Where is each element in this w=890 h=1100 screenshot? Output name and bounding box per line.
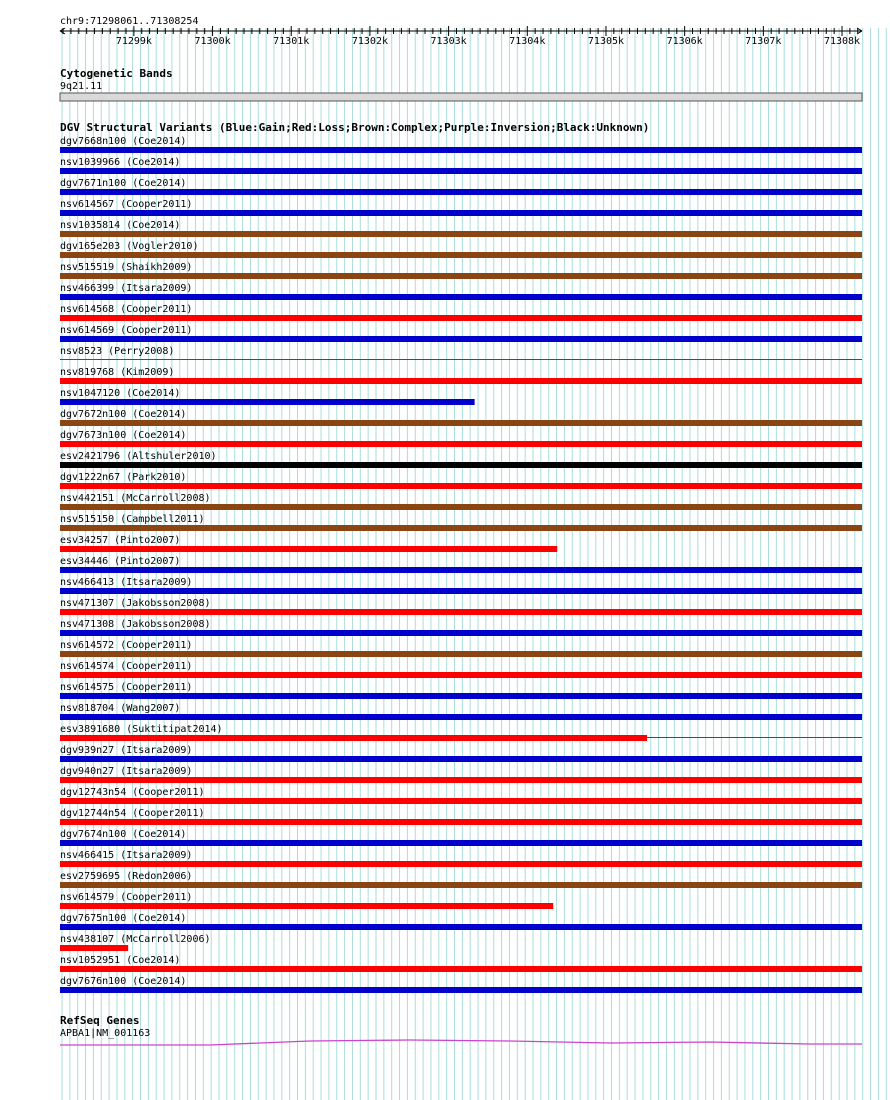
dgv-feature-bar[interactable] [60,882,862,888]
ruler-tick-label: 71308k [823,36,861,47]
dgv-feature-label[interactable]: dgv7668n100 (Coe2014) [60,136,187,147]
dgv-feature-label[interactable]: dgv7671n100 (Coe2014) [60,178,187,189]
refseq-gene-glyph[interactable] [60,1040,862,1045]
dgv-feature-label[interactable]: nsv614574 (Cooper2011) [60,661,193,672]
dgv-feature-label[interactable]: esv3891680 (Suktitipat2014) [60,724,223,735]
dgv-feature-bar[interactable] [60,987,862,993]
region-label: chr9:71298061..71308254 [60,16,199,27]
cytoband-bar[interactable] [60,93,862,101]
dgv-feature-label[interactable]: dgv165e203 (Vogler2010) [60,241,199,252]
dgv-feature-bar[interactable] [60,294,862,300]
dgv-feature-label[interactable]: nsv1047120 (Coe2014) [60,388,181,399]
dgv-track-title: DGV Structural Variants (Blue:Gain;Red:Loss;Brown:Complex;Purple:Inversion;Black:Unknown) [60,121,650,134]
dgv-feature-tail[interactable] [647,737,862,738]
cytoband-label: 9q21.11 [60,81,103,92]
dgv-feature-label[interactable]: esv2759695 (Redon2006) [60,871,193,882]
dgv-feature-list [60,136,862,993]
ruler-tick-label: 71300k [194,36,231,47]
dgv-feature-bar[interactable] [60,777,862,783]
dgv-feature-label[interactable]: dgv7676n100 (Coe2014) [60,976,187,987]
dgv-feature-bar[interactable] [60,483,862,489]
dgv-feature-label[interactable]: dgv12744n54 (Cooper2011) [60,808,205,819]
ruler-tick-label: 71301k [273,36,310,47]
dgv-feature-bar[interactable] [60,189,862,195]
dgv-feature-bar[interactable] [60,651,862,657]
ruler-tick-label: 71302k [351,36,388,47]
dgv-feature-label[interactable]: nsv8523 (Perry2008) [60,346,175,357]
dgv-feature-bar[interactable] [60,525,862,531]
dgv-feature-bar[interactable] [60,546,557,552]
dgv-feature-label[interactable]: dgv7674n100 (Coe2014) [60,829,187,840]
ruler-tick-label: 71306k [666,36,703,47]
dgv-feature-label[interactable]: dgv7672n100 (Coe2014) [60,409,187,420]
dgv-feature-bar[interactable] [60,399,475,405]
dgv-feature-label[interactable]: esv2421796 (Altshuler2010) [60,451,217,462]
dgv-feature-label[interactable]: nsv515519 (Shaikh2009) [60,262,193,273]
dgv-feature-bar[interactable] [60,252,862,258]
dgv-feature-label[interactable]: nsv1039966 (Coe2014) [60,157,181,168]
ruler-tick-label: 71303k [430,36,467,47]
dgv-feature-label[interactable]: dgv7673n100 (Coe2014) [60,430,187,441]
scale-ruler [60,26,862,47]
dgv-feature-bar[interactable] [60,693,862,699]
dgv-feature-label[interactable]: esv34257 (Pinto2007) [60,535,181,546]
dgv-feature-bar[interactable] [60,609,862,615]
dgv-feature-bar[interactable] [60,756,862,762]
dgv-feature-bar[interactable] [60,359,862,360]
dgv-feature-label[interactable]: nsv818704 (Wang2007) [60,703,181,714]
dgv-feature-label[interactable]: nsv614568 (Cooper2011) [60,304,193,315]
dgv-feature-label[interactable]: nsv471308 (Jakobsson2008) [60,619,211,630]
ruler-tick-label: 71307k [745,36,782,47]
ruler-tick-label: 71305k [587,36,625,47]
dgv-feature-label[interactable]: dgv939n27 (Itsara2009) [60,745,193,756]
dgv-feature-label[interactable]: dgv7675n100 (Coe2014) [60,913,187,924]
refseq-gene-label: APBA1|NM_001163 [60,1028,151,1039]
dgv-feature-label[interactable]: esv34446 (Pinto2007) [60,556,181,567]
dgv-feature-bar[interactable] [60,903,553,909]
dgv-feature-label[interactable]: nsv442151 (McCarroll2008) [60,493,211,504]
dgv-feature-bar[interactable] [60,378,862,384]
dgv-feature-bar[interactable] [60,924,862,930]
dgv-feature-bar[interactable] [60,315,862,321]
dgv-feature-bar[interactable] [60,861,862,867]
dgv-feature-label[interactable]: dgv1222n67 (Park2010) [60,472,187,483]
dgv-feature-label[interactable]: nsv466413 (Itsara2009) [60,577,193,588]
dgv-feature-bar[interactable] [60,630,862,636]
cytoband-track-title: Cytogenetic Bands [60,67,173,80]
dgv-feature-label[interactable]: nsv1052951 (Coe2014) [60,955,181,966]
dgv-feature-bar[interactable] [60,441,862,447]
dgv-feature-label[interactable]: nsv438107 (McCarroll2006) [60,934,211,945]
dgv-feature-bar[interactable] [60,462,862,468]
dgv-feature-bar[interactable] [60,147,862,153]
dgv-feature-label[interactable]: nsv614579 (Cooper2011) [60,892,193,903]
dgv-feature-label[interactable]: dgv12743n54 (Cooper2011) [60,787,205,798]
dgv-feature-bar[interactable] [60,672,862,678]
dgv-feature-bar[interactable] [60,798,862,804]
dgv-feature-bar[interactable] [60,735,647,741]
dgv-feature-label[interactable]: nsv1035814 (Coe2014) [60,220,181,231]
dgv-feature-bar[interactable] [60,420,862,426]
dgv-feature-label[interactable]: nsv614569 (Cooper2011) [60,325,193,336]
dgv-feature-bar[interactable] [60,210,862,216]
dgv-feature-label[interactable]: nsv471307 (Jakobsson2008) [60,598,211,609]
dgv-feature-label[interactable]: nsv614575 (Cooper2011) [60,682,193,693]
dgv-feature-label[interactable]: nsv466399 (Itsara2009) [60,283,193,294]
refseq-track-title: RefSeq Genes [60,1014,140,1027]
dgv-feature-bar[interactable] [60,273,862,279]
dgv-feature-bar[interactable] [60,504,862,510]
dgv-feature-label[interactable]: nsv819768 (Kim2009) [60,367,175,378]
ruler-tick-label: 71299k [115,36,152,47]
dgv-feature-label[interactable]: dgv940n27 (Itsara2009) [60,766,193,777]
ruler-tick-label: 71304k [509,36,546,47]
dgv-feature-bar[interactable] [60,588,862,594]
dgv-feature-label[interactable]: nsv466415 (Itsara2009) [60,850,193,861]
dgv-feature-bar[interactable] [60,714,862,720]
dgv-feature-label[interactable]: nsv614572 (Cooper2011) [60,640,193,651]
dgv-feature-bar[interactable] [60,567,862,573]
dgv-feature-bar[interactable] [60,966,862,972]
dgv-feature-bar[interactable] [60,231,862,237]
dgv-feature-bar[interactable] [60,840,862,846]
dgv-feature-label[interactable]: nsv515150 (Campbell2011) [60,514,205,525]
dgv-feature-bar[interactable] [60,336,862,342]
dgv-feature-label[interactable]: nsv614567 (Cooper2011) [60,199,193,210]
dgv-feature-bar[interactable] [60,819,862,825]
dgv-feature-bar[interactable] [60,168,862,174]
dgv-feature-bar[interactable] [60,945,128,951]
